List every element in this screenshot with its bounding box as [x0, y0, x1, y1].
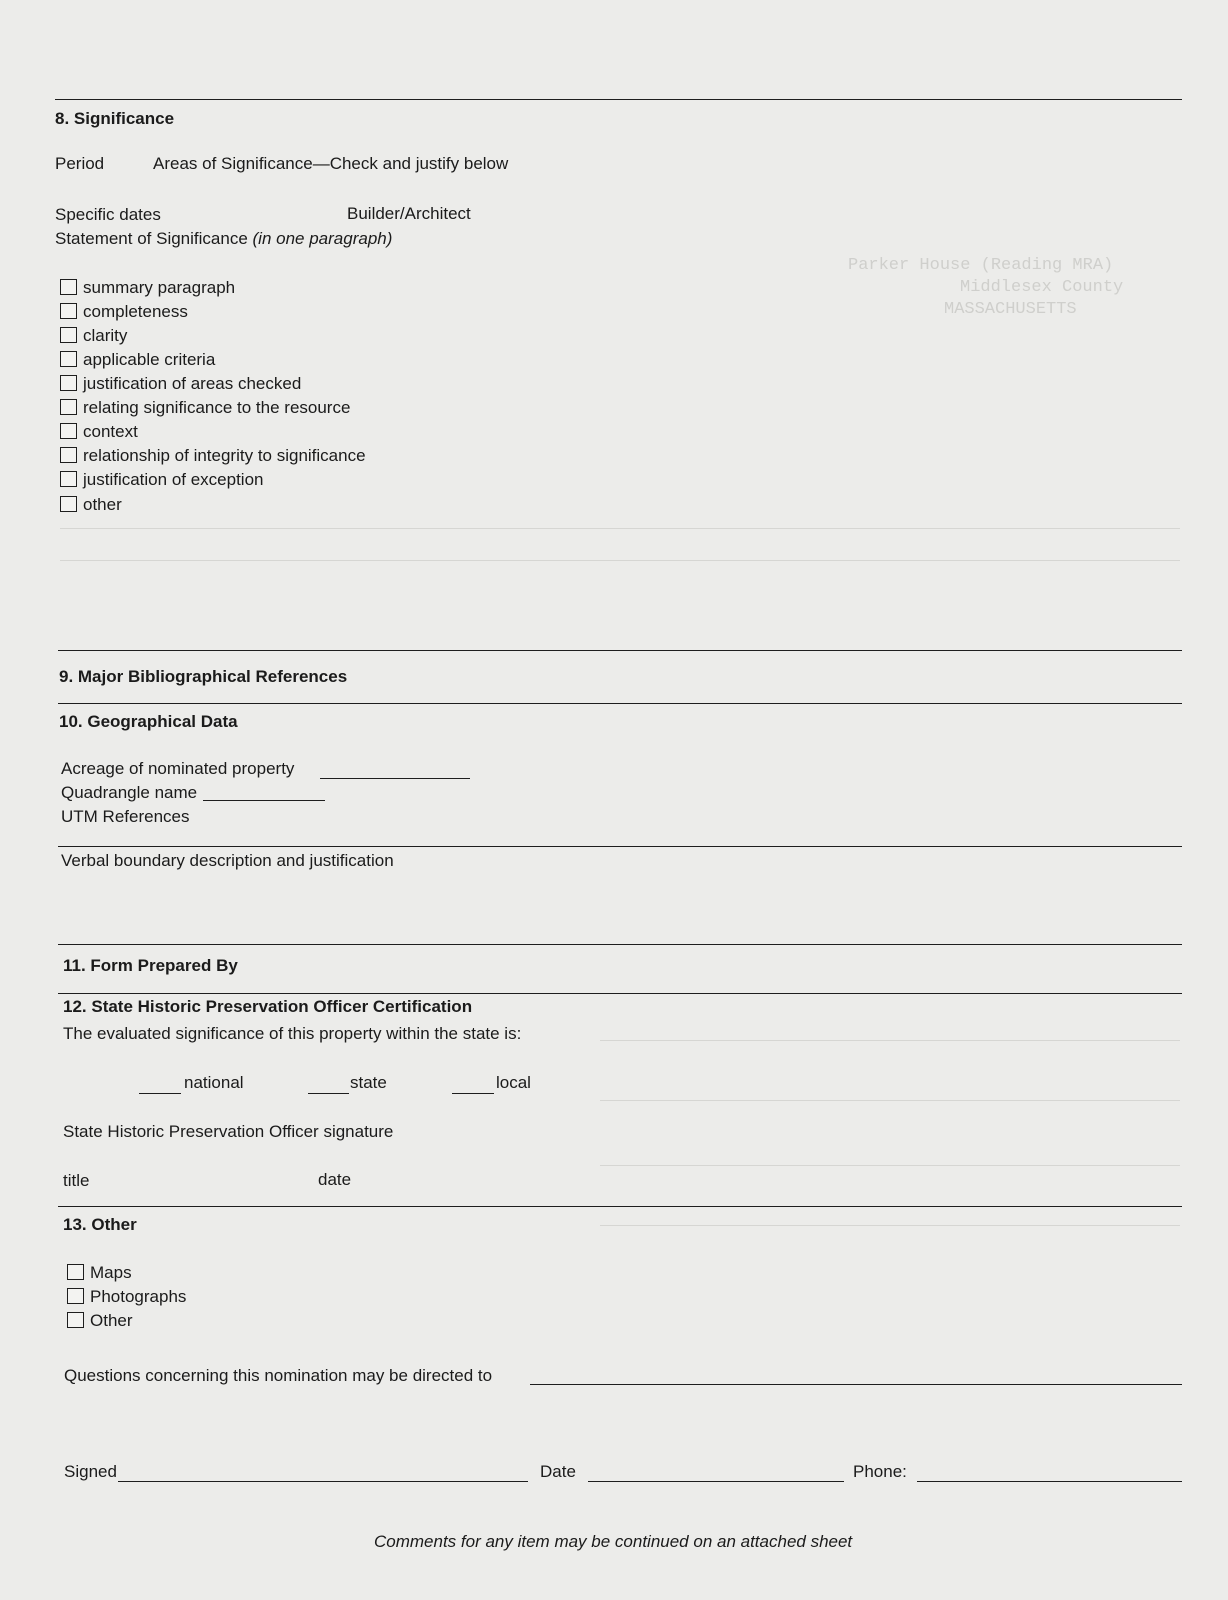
checkbox[interactable]: [60, 399, 77, 415]
shpo-signature-label: State Historic Preservation Officer signature: [63, 1122, 394, 1141]
acreage-label: Acreage of nominated property: [61, 759, 295, 778]
areas-of-significance-label: Areas of Significance—Check and justify below: [153, 154, 509, 173]
bleed-through-house: Parker House (Reading MRA): [848, 256, 1114, 275]
other-item-photographs[interactable]: Photographs: [67, 1287, 186, 1307]
checklist-item[interactable]: context: [60, 422, 138, 442]
bleed-through-county: Middlesex County: [960, 278, 1124, 297]
section-divider: [58, 944, 1182, 945]
phone-field[interactable]: [917, 1481, 1182, 1482]
bleed-through-state: MASSACHUSETTS: [944, 300, 1077, 319]
checklist-item[interactable]: other: [60, 495, 122, 515]
phone-label: Phone:: [853, 1462, 907, 1481]
builder-architect-label: Builder/Architect: [347, 204, 471, 223]
national-label: national: [184, 1073, 244, 1092]
quadrangle-field[interactable]: [203, 800, 325, 801]
checklist-item[interactable]: applicable criteria: [60, 350, 215, 370]
checkbox[interactable]: [67, 1264, 84, 1280]
section-divider: [55, 99, 1182, 100]
bleed-through-rule: [600, 1040, 1180, 1041]
bleed-through-rule: [600, 1100, 1180, 1101]
checkbox[interactable]: [60, 471, 77, 487]
section-8-heading: 8. Significance: [55, 109, 175, 128]
footer-date-label: Date: [540, 1462, 576, 1481]
bleed-through-rule: [60, 560, 1180, 561]
bleed-through-rule: [60, 528, 1180, 529]
verbal-boundary-label: Verbal boundary description and justification: [61, 851, 394, 870]
comments-note: Comments for any item may be continued on an attached sheet: [374, 1532, 853, 1551]
checkbox[interactable]: [67, 1288, 84, 1304]
questions-contact-field[interactable]: [530, 1384, 1182, 1385]
signed-field[interactable]: [118, 1481, 528, 1482]
state-blank[interactable]: [308, 1093, 349, 1094]
checkbox[interactable]: [60, 327, 77, 343]
checklist-item[interactable]: relationship of integrity to significance: [60, 446, 366, 466]
statement-of-significance-label: Statement of Significance (in one paragraph): [55, 229, 393, 248]
local-blank[interactable]: [452, 1093, 494, 1094]
bleed-through-rule: [600, 1225, 1180, 1226]
period-label: Period: [55, 154, 105, 173]
national-blank[interactable]: [139, 1093, 181, 1094]
checklist-item[interactable]: justification of exception: [60, 470, 264, 490]
signed-label: Signed: [64, 1462, 117, 1481]
section-10-heading: 10. Geographical Data: [59, 712, 238, 731]
checklist-item[interactable]: completeness: [60, 302, 188, 322]
checkbox[interactable]: [60, 496, 77, 512]
specific-dates-label: Specific dates: [55, 205, 161, 224]
checklist-item[interactable]: clarity: [60, 326, 127, 346]
checkbox[interactable]: [67, 1312, 84, 1328]
checkbox[interactable]: [60, 447, 77, 463]
section-12-heading: 12. State Historic Preservation Officer Certification: [63, 997, 473, 1016]
checkbox[interactable]: [60, 279, 77, 295]
section-9-heading: 9. Major Bibliographical References: [59, 667, 348, 686]
checkbox[interactable]: [60, 423, 77, 439]
other-item-maps[interactable]: Maps: [67, 1263, 132, 1283]
section-11-heading: 11. Form Prepared By: [63, 956, 238, 975]
state-label: state: [350, 1073, 387, 1092]
checklist-item[interactable]: summary paragraph: [60, 278, 235, 298]
quadrangle-label: Quadrangle name: [61, 783, 198, 802]
section-13-heading: 13. Other: [63, 1215, 137, 1234]
section-divider: [58, 993, 1182, 994]
section-divider: [58, 846, 1182, 847]
checkbox[interactable]: [60, 375, 77, 391]
local-label: local: [496, 1073, 531, 1092]
utm-references-label: UTM References: [61, 807, 190, 826]
date-label: date: [318, 1170, 352, 1189]
other-item-other[interactable]: Other: [67, 1311, 133, 1331]
bleed-through-rule: [600, 1165, 1180, 1166]
section-divider: [58, 1206, 1182, 1207]
section-divider: [58, 650, 1182, 651]
questions-label: Questions concerning this nomination may be directed to: [64, 1366, 493, 1385]
evaluated-significance-text: The evaluated significance of this property within the state is:: [63, 1024, 522, 1043]
section-divider: [58, 703, 1182, 704]
acreage-field[interactable]: [320, 778, 470, 779]
checklist-item[interactable]: justification of areas checked: [60, 374, 301, 394]
checkbox[interactable]: [60, 303, 77, 319]
title-label: title: [63, 1171, 90, 1190]
checkbox[interactable]: [60, 351, 77, 367]
checklist-item[interactable]: relating significance to the resource: [60, 398, 350, 418]
footer-date-field[interactable]: [588, 1481, 844, 1482]
